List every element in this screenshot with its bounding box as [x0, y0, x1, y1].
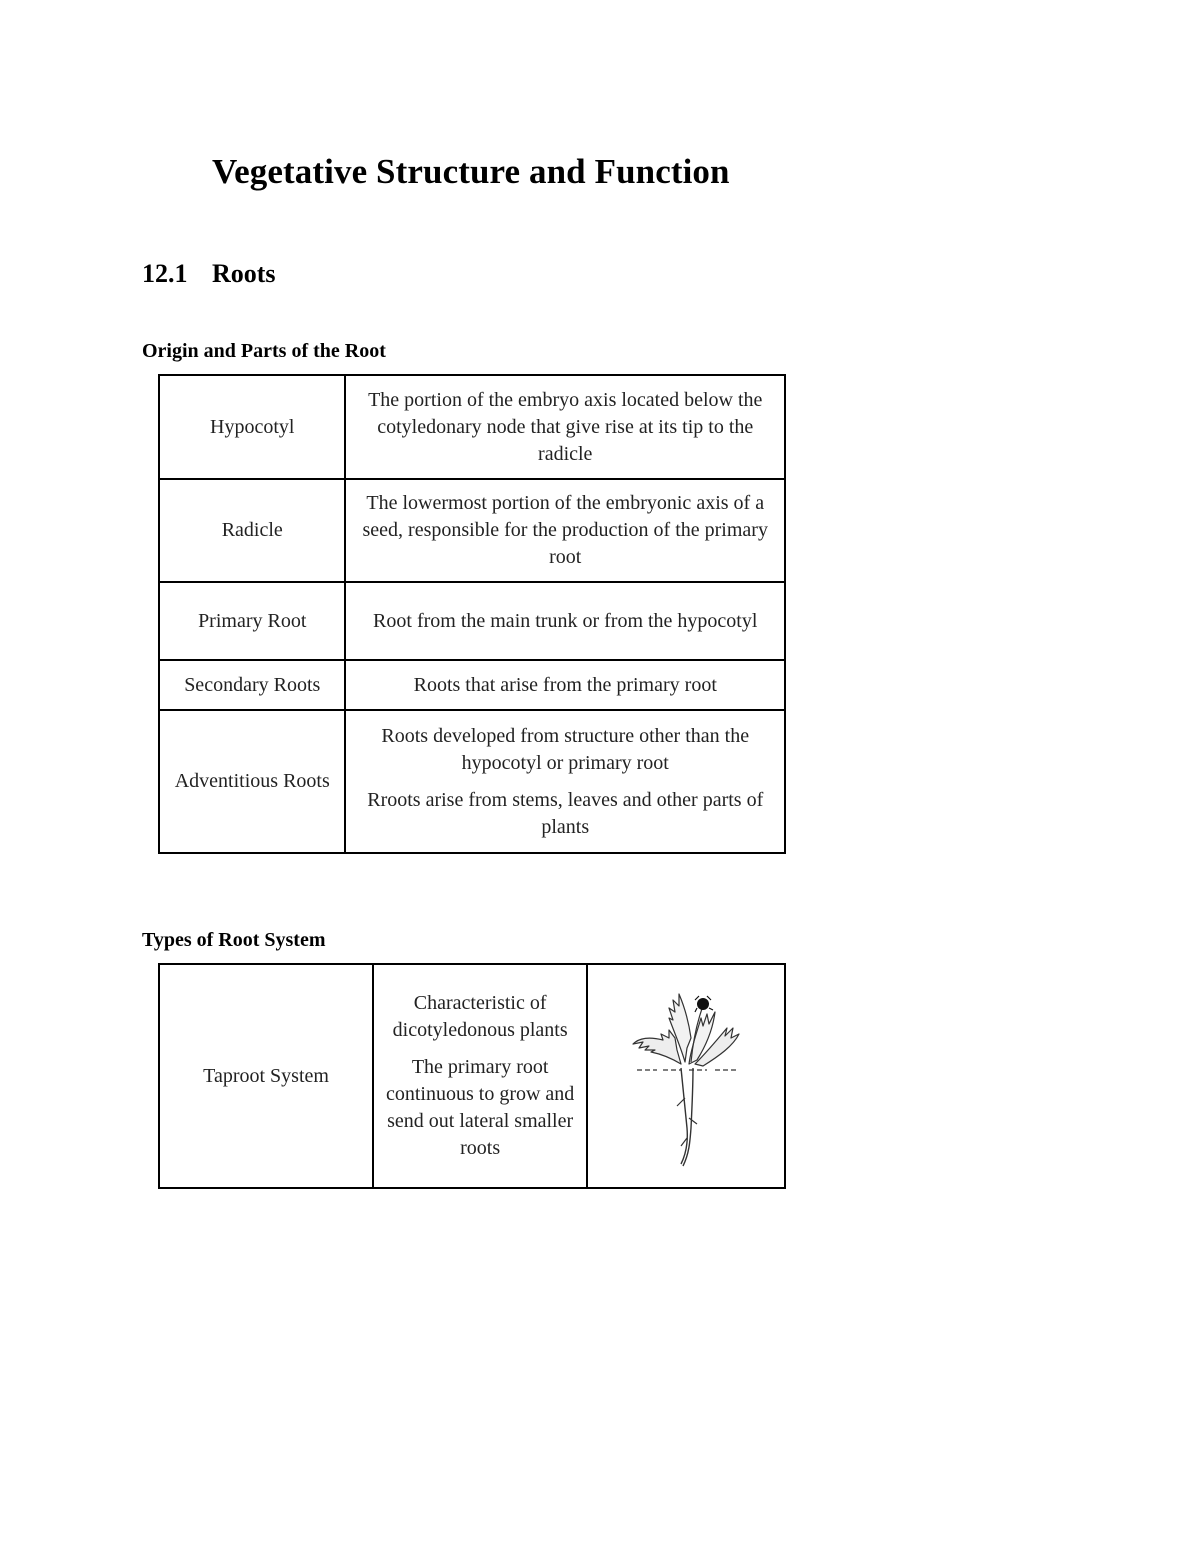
- term-cell: Taproot System: [159, 964, 373, 1188]
- definition-paragraph: Roots developed from structure other than the hypocotyl or primary root: [381, 724, 750, 774]
- term-cell: Primary Root: [159, 582, 345, 660]
- term-cell: Secondary Roots: [159, 660, 345, 710]
- types-table-heading: Types of Root System: [142, 929, 326, 951]
- origin-parts-table: [158, 374, 786, 854]
- illustration-cell: [587, 964, 785, 1188]
- definition-cell: Roots that arise from the primary root: [345, 660, 785, 710]
- table-row: [159, 479, 785, 582]
- definition-cell: [373, 964, 587, 1188]
- term-cell: Hypocotyl: [159, 375, 345, 479]
- definition-cell: The portion of the embryo axis located below the cotyledonary node that give rise at its tip to the radicle: [345, 375, 785, 479]
- definition-paragraph: Characteristic of dicotyledonous plants: [392, 992, 568, 1041]
- term-cell: Adventitious Roots: [159, 710, 345, 853]
- definition-cell: Root from the main trunk or from the hypocotyl: [345, 582, 785, 660]
- section-title: Roots: [212, 259, 276, 288]
- definition-cell: The lowermost portion of the embryonic axis of a seed, responsible for the production of the primary root: [345, 479, 785, 582]
- table-row: [159, 964, 785, 1188]
- root-system-types-table: [158, 963, 786, 1189]
- table-row: [159, 710, 785, 853]
- definition-paragraph: Rroots arise from stems, leaves and other parts of plants: [367, 788, 764, 838]
- taproot-plant-illustration-icon: [611, 978, 761, 1174]
- section-heading: [142, 259, 276, 289]
- page-title: Vegetative Structure and Function: [212, 152, 730, 191]
- table-row: [159, 375, 785, 479]
- definition-paragraph: The primary root continuous to grow and send out lateral smaller roots: [385, 1056, 575, 1159]
- definition-cell: [345, 710, 785, 853]
- section-number: 12.1: [142, 259, 188, 288]
- table-row: [159, 582, 785, 660]
- table-row: [159, 660, 785, 710]
- origin-table-heading: Origin and Parts of the Root: [142, 340, 386, 362]
- term-cell: Radicle: [159, 479, 345, 582]
